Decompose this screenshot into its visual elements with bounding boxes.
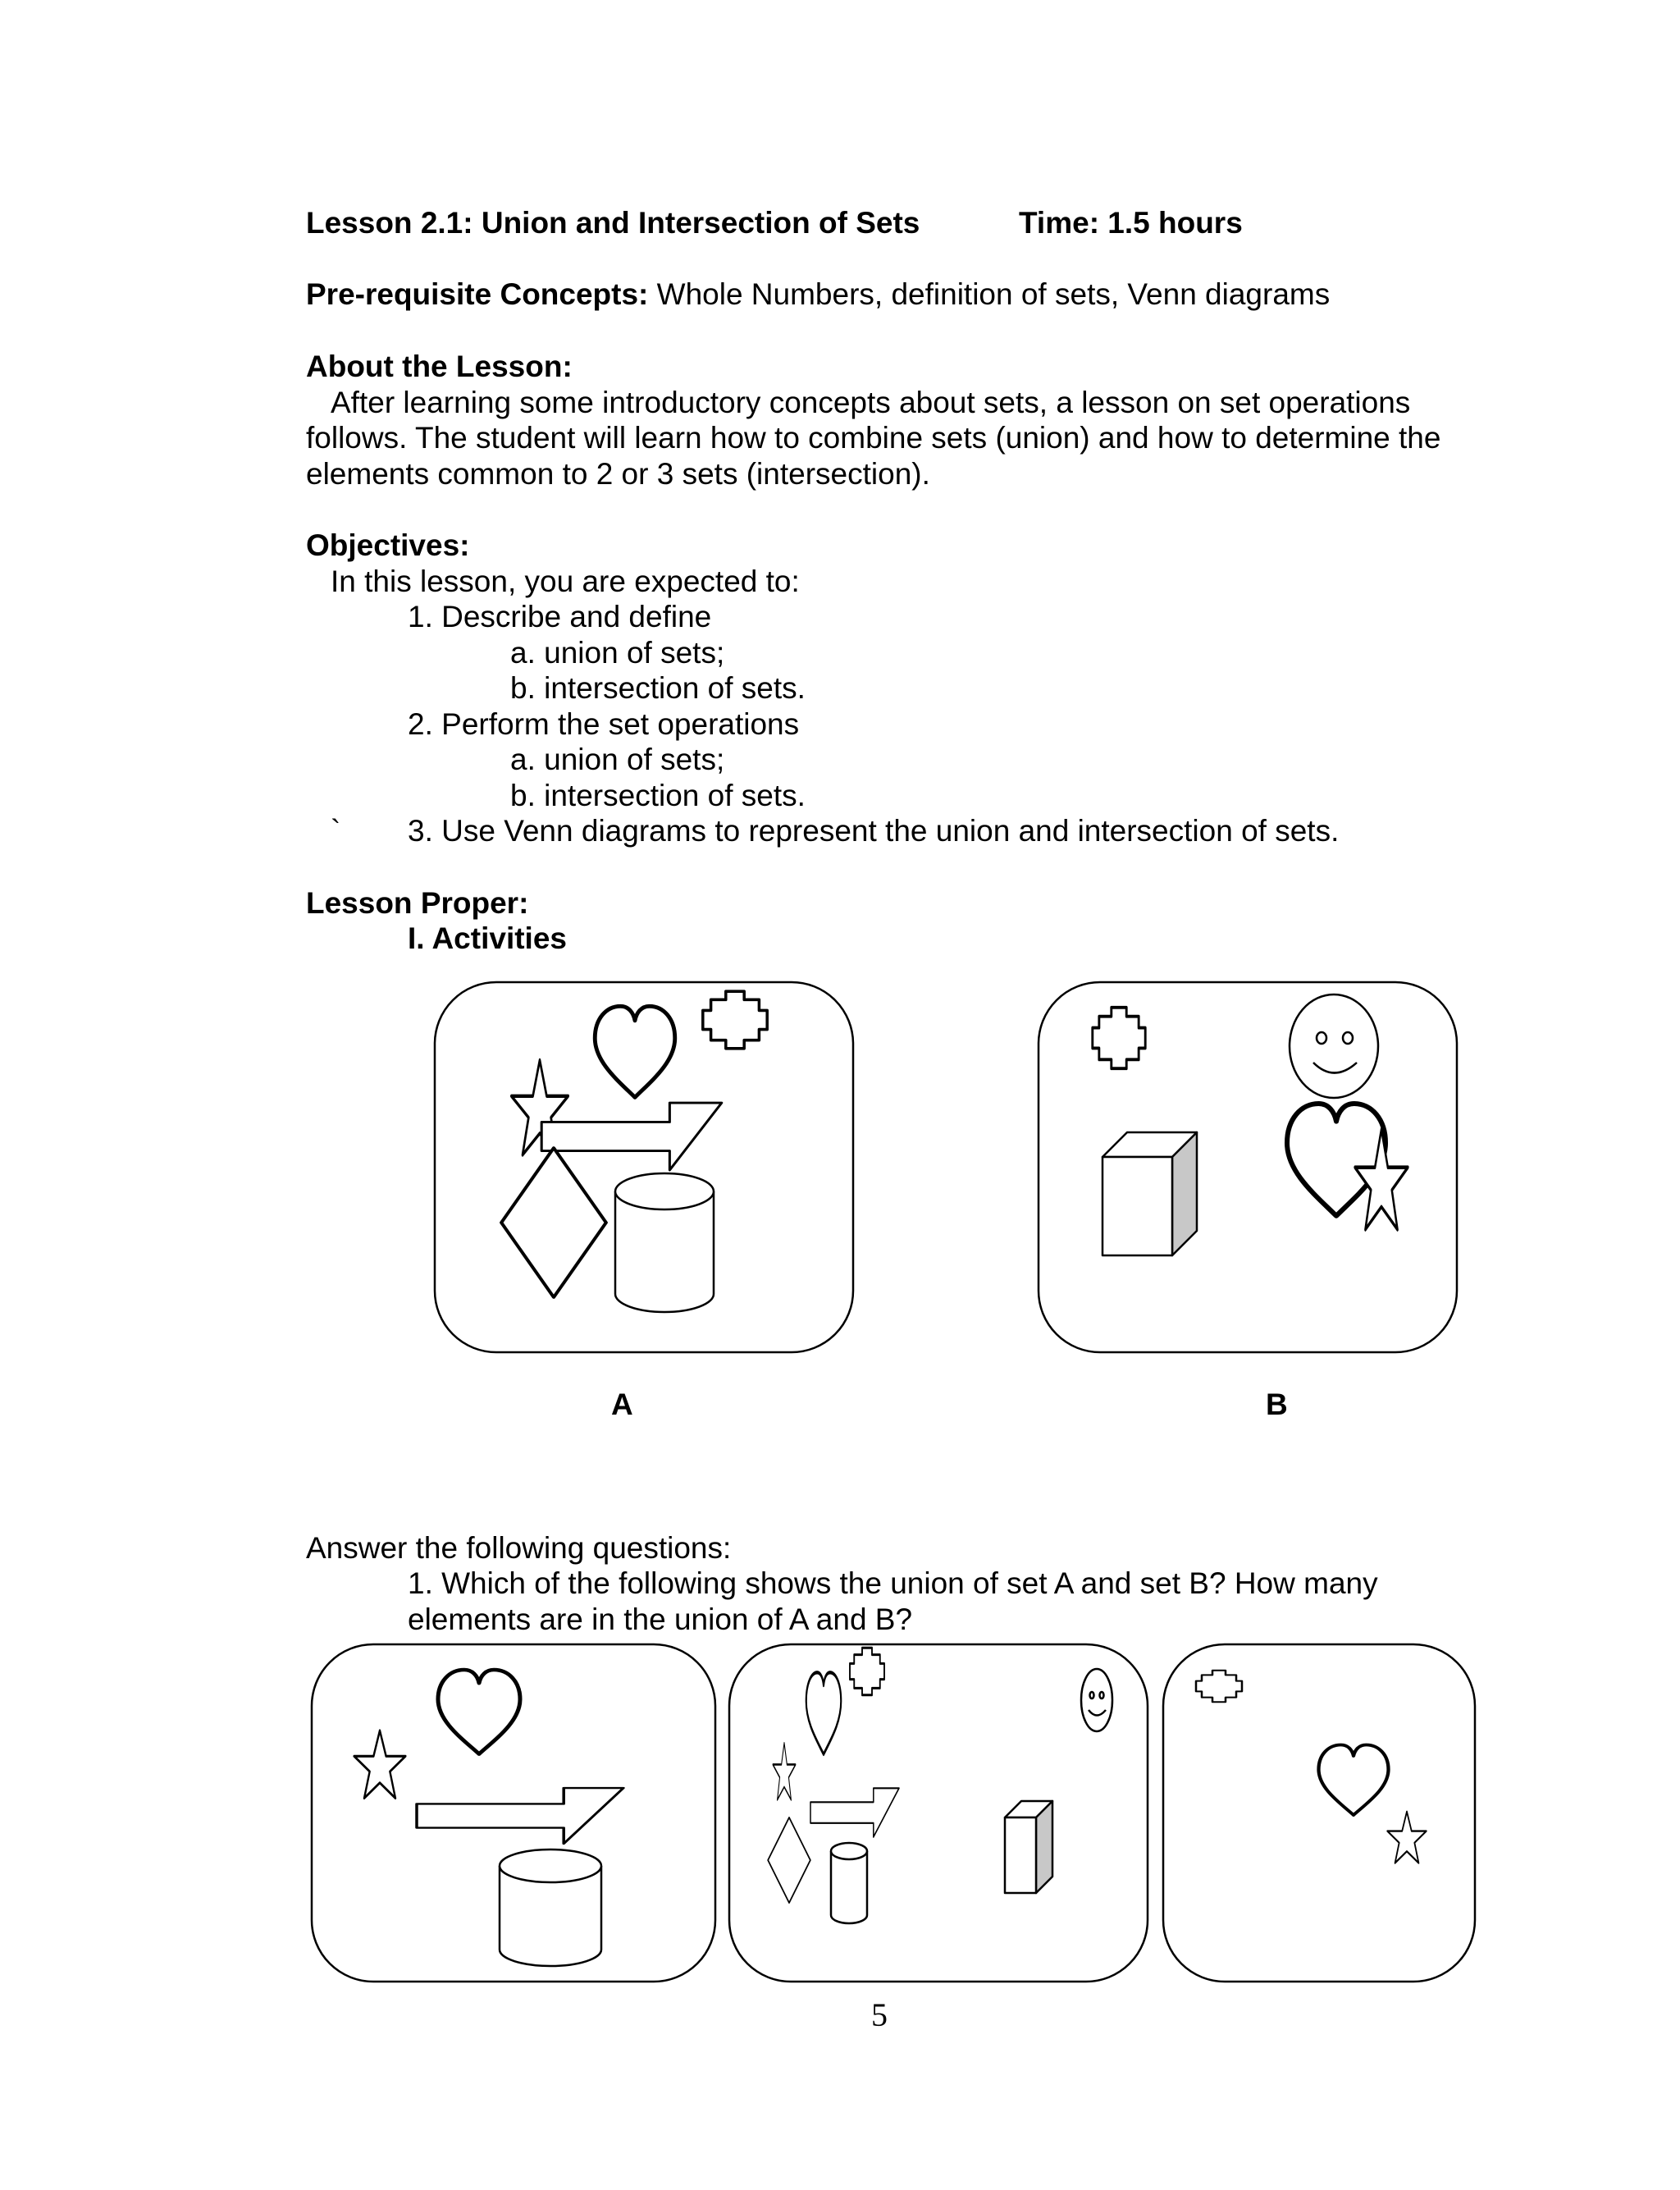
cylinder-icon [831,1843,867,1923]
set-a-label: A [611,1388,633,1421]
questions-intro: Answer the following questions: [306,1531,732,1565]
cube-icon [1102,1132,1197,1255]
about-line-3: elements common to 2 or 3 sets (intersection). [306,457,930,491]
cross-icon [1196,1671,1242,1702]
cross-icon [703,991,767,1049]
cube-icon [1005,1801,1052,1893]
set-a-box [433,981,855,1354]
prereq-label: Pre-requisite Concepts: [306,277,649,311]
option-3-box[interactable] [1162,1643,1477,1983]
set-b-label: B [1266,1388,1288,1421]
cross-icon [850,1648,884,1695]
stray-mark: ` [331,814,341,848]
page-number: 5 [871,1996,888,2033]
lesson-time: Time: 1.5 hours [1019,206,1243,240]
question-1-line-2: elements are in the union of A and B? [408,1602,913,1636]
cylinder-icon [500,1849,601,1966]
objective-2b: b. intersection of sets. [510,779,806,812]
objective-1b: b. intersection of sets. [510,671,806,705]
smiley-icon [1081,1669,1112,1731]
about-line-1: After learning some introductory concepts about sets, a lesson on set operations [331,386,1411,419]
activities-heading: I. Activities [408,921,567,955]
objective-2a: a. union of sets; [510,743,725,776]
set-b-box [1037,981,1459,1354]
question-1-line-1: 1. Which of the following shows the union of set A and set B? How many [408,1566,1378,1600]
about-line-2: follows. The student will learn how to combine sets (union) and how to determine the [306,421,1441,455]
objective-2: 2. Perform the set operations [408,707,800,741]
option-2-box[interactable] [728,1643,1149,1983]
smiley-icon [1290,994,1378,1098]
objective-1a: a. union of sets; [510,636,725,670]
objectives-heading: Objectives: [306,528,470,562]
about-heading: About the Lesson: [306,350,573,383]
objectives-intro: In this lesson, you are expected to: [331,565,800,598]
cross-icon [1093,1008,1145,1068]
prereq-text: Whole Numbers, definition of sets, Venn diagrams [656,277,1331,311]
objective-1: 1. Describe and define [408,600,712,633]
option-1-box[interactable] [310,1643,717,1983]
objective-3: 3. Use Venn diagrams to represent the union and intersection of sets. [408,814,1340,848]
cylinder-icon [615,1173,714,1312]
lesson-title: Lesson 2.1: Union and Intersection of Sets [306,206,920,240]
lesson-proper-heading: Lesson Proper: [306,886,529,920]
prereq-line [306,279,1330,309]
